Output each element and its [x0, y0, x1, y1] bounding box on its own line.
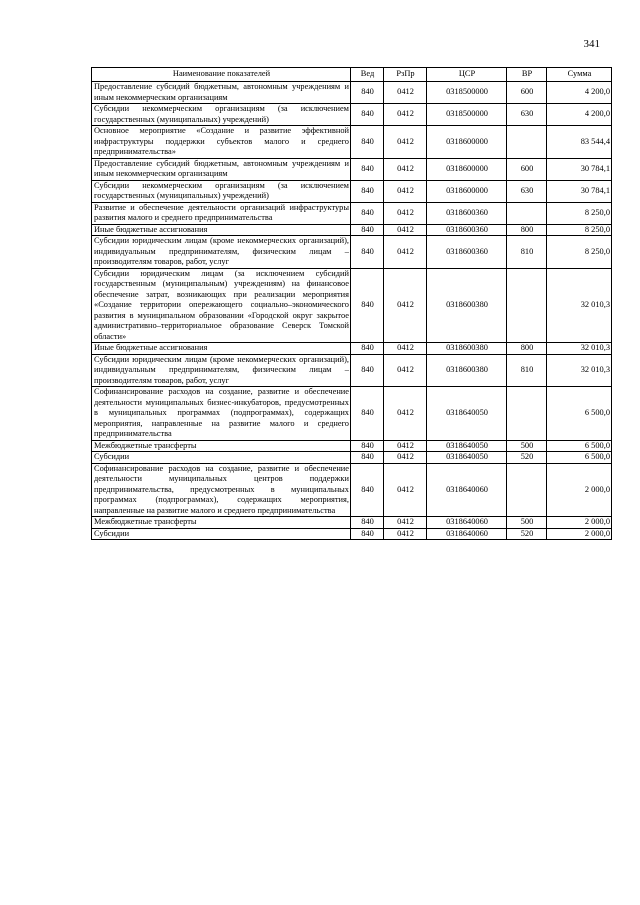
row-csr: 0318600360	[427, 236, 507, 269]
row-name: Субсидии некоммерческим организациям (за исключением государственных (муниципальных) учреждений)	[92, 104, 351, 126]
row-vr: 500	[507, 517, 547, 529]
row-vr: 600	[507, 82, 547, 104]
row-vr: 630	[507, 104, 547, 126]
row-rzpr: 0412	[384, 104, 427, 126]
table-row	[92, 104, 612, 126]
row-rzpr: 0412	[384, 180, 427, 202]
row-rzpr: 0412	[384, 528, 427, 540]
row-sum: 32 010,3	[547, 343, 612, 355]
row-ved: 840	[351, 440, 384, 452]
row-rzpr: 0412	[384, 268, 427, 343]
row-sum: 83 544,4	[547, 126, 612, 159]
row-vr: 520	[507, 528, 547, 540]
row-csr: 0318600360	[427, 202, 507, 224]
budget-table	[91, 67, 612, 540]
row-ved: 840	[351, 517, 384, 529]
row-sum: 2 000,0	[547, 528, 612, 540]
row-vr: 810	[507, 354, 547, 387]
table-row	[92, 463, 612, 517]
row-vr: 520	[507, 452, 547, 464]
row-ved: 840	[351, 158, 384, 180]
row-ved: 840	[351, 343, 384, 355]
row-rzpr: 0412	[384, 387, 427, 441]
table-row	[92, 354, 612, 387]
row-vr	[507, 126, 547, 159]
row-vr: 630	[507, 180, 547, 202]
row-csr: 0318640060	[427, 528, 507, 540]
header-csr: ЦСР	[427, 68, 507, 82]
table-row	[92, 343, 612, 355]
table-row	[92, 236, 612, 269]
row-name: Иные бюджетные ассигнования	[92, 224, 351, 236]
header-sum: Сумма	[547, 68, 612, 82]
row-name: Субсидии юридическим лицам (кроме некоммерческих организаций), индивидуальным предпринимателям, физическим лицам – производителям товаров, работ, услуг	[92, 354, 351, 387]
row-ved: 840	[351, 104, 384, 126]
table-row	[92, 180, 612, 202]
row-name: Софинансирование расходов на создание, развитие и обеспечение деятельности муниципальных центров поддержки предпринимательства, предусмотренных в муниципальных программах (подпрограммах), содержащих мероприятия, направленные на развитие малого и среднего предпринимательства	[92, 463, 351, 517]
header-rzpr: РзПр	[384, 68, 427, 82]
header-name: Наименование показателей	[92, 68, 351, 82]
row-csr: 0318600000	[427, 126, 507, 159]
row-sum: 30 784,1	[547, 180, 612, 202]
table-body	[92, 82, 612, 540]
header-vr: ВР	[507, 68, 547, 82]
row-csr: 0318600380	[427, 343, 507, 355]
row-vr: 810	[507, 236, 547, 269]
table-header-row	[92, 68, 612, 82]
row-vr	[507, 387, 547, 441]
row-rzpr: 0412	[384, 440, 427, 452]
row-name: Субсидии юридическим лицам (кроме некоммерческих организаций), индивидуальным предпринимателям, физическим лицам – производителям товаров, работ, услуг	[92, 236, 351, 269]
row-sum: 8 250,0	[547, 236, 612, 269]
row-csr: 0318600000	[427, 180, 507, 202]
row-sum: 8 250,0	[547, 202, 612, 224]
row-ved: 840	[351, 224, 384, 236]
row-sum: 6 500,0	[547, 387, 612, 441]
row-ved: 840	[351, 452, 384, 464]
row-ved: 840	[351, 528, 384, 540]
row-rzpr: 0412	[384, 202, 427, 224]
row-csr: 0318600380	[427, 354, 507, 387]
row-ved: 840	[351, 180, 384, 202]
row-name: Основное мероприятие «Создание и развитие эффективной инфраструктуры поддержки субъектов малого и среднего предпринимательства»	[92, 126, 351, 159]
row-rzpr: 0412	[384, 158, 427, 180]
row-name: Субсидии	[92, 528, 351, 540]
row-vr: 500	[507, 440, 547, 452]
row-rzpr: 0412	[384, 224, 427, 236]
row-sum: 2 000,0	[547, 463, 612, 517]
row-sum: 6 500,0	[547, 452, 612, 464]
table-row	[92, 528, 612, 540]
row-csr: 0318600380	[427, 268, 507, 343]
row-name: Межбюджетные трансферты	[92, 440, 351, 452]
row-name: Иные бюджетные ассигнования	[92, 343, 351, 355]
row-sum: 2 000,0	[547, 517, 612, 529]
row-rzpr: 0412	[384, 236, 427, 269]
row-ved: 840	[351, 236, 384, 269]
row-sum: 6 500,0	[547, 440, 612, 452]
table-row	[92, 387, 612, 441]
row-sum: 4 200,0	[547, 104, 612, 126]
row-vr: 600	[507, 158, 547, 180]
row-ved: 840	[351, 126, 384, 159]
row-rzpr: 0412	[384, 517, 427, 529]
row-rzpr: 0412	[384, 82, 427, 104]
row-rzpr: 0412	[384, 354, 427, 387]
row-ved: 840	[351, 387, 384, 441]
row-name: Субсидии юридическим лицам (за исключением субсидий государственным (муниципальным) учреждениям) на финансовое обеспечение затрат, возникающих при реализации мероприятия «Создание территории опережающего социально–экономического развития в муниципальном образовании «Городской округ закрытое административно–территориальное образование Северск Томской области»	[92, 268, 351, 343]
table-row	[92, 440, 612, 452]
table-row	[92, 126, 612, 159]
row-sum: 32 010,3	[547, 354, 612, 387]
row-vr: 800	[507, 343, 547, 355]
row-csr: 0318500000	[427, 104, 507, 126]
row-sum: 30 784,1	[547, 158, 612, 180]
table-row	[92, 158, 612, 180]
row-sum: 32 010,3	[547, 268, 612, 343]
table-row	[92, 452, 612, 464]
row-name: Межбюджетные трансферты	[92, 517, 351, 529]
row-csr: 0318640050	[427, 452, 507, 464]
row-ved: 840	[351, 202, 384, 224]
row-rzpr: 0412	[384, 126, 427, 159]
row-name: Развитие и обеспечение деятельности организаций инфраструктуры развития малого и среднего предпринимательства	[92, 202, 351, 224]
row-name: Субсидии	[92, 452, 351, 464]
row-vr	[507, 268, 547, 343]
row-name: Предоставление субсидий бюджетным, автономным учреждениям и иным некоммерческим организациям	[92, 82, 351, 104]
row-vr: 800	[507, 224, 547, 236]
row-csr: 0318640060	[427, 463, 507, 517]
row-sum: 4 200,0	[547, 82, 612, 104]
header-ved: Вед	[351, 68, 384, 82]
table-row	[92, 202, 612, 224]
row-name: Предоставление субсидий бюджетным, автономным учреждениям и иным некоммерческим организациям	[92, 158, 351, 180]
row-csr: 0318640050	[427, 387, 507, 441]
row-vr	[507, 202, 547, 224]
row-rzpr: 0412	[384, 452, 427, 464]
table-row	[92, 517, 612, 529]
row-rzpr: 0412	[384, 343, 427, 355]
table-row	[92, 82, 612, 104]
row-name: Субсидии некоммерческим организациям (за исключением государственных (муниципальных) учреждений)	[92, 180, 351, 202]
row-vr	[507, 463, 547, 517]
row-csr: 0318500000	[427, 82, 507, 104]
row-sum: 8 250,0	[547, 224, 612, 236]
row-csr: 0318640060	[427, 517, 507, 529]
row-name: Софинансирование расходов на создание, развитие и обеспечение деятельности муниципальных бизнес-инкубаторов, предусмотренных в муниципальных программах (подпрограммах), содержащих мероприятия, направленные на развитие малого и среднего предпринимательства	[92, 387, 351, 441]
row-csr: 0318640050	[427, 440, 507, 452]
table-row	[92, 224, 612, 236]
row-ved: 840	[351, 463, 384, 517]
page-number: 341	[583, 38, 600, 50]
row-ved: 840	[351, 82, 384, 104]
table-row	[92, 268, 612, 343]
row-ved: 840	[351, 354, 384, 387]
row-csr: 0318600360	[427, 224, 507, 236]
row-rzpr: 0412	[384, 463, 427, 517]
row-ved: 840	[351, 268, 384, 343]
row-csr: 0318600000	[427, 158, 507, 180]
